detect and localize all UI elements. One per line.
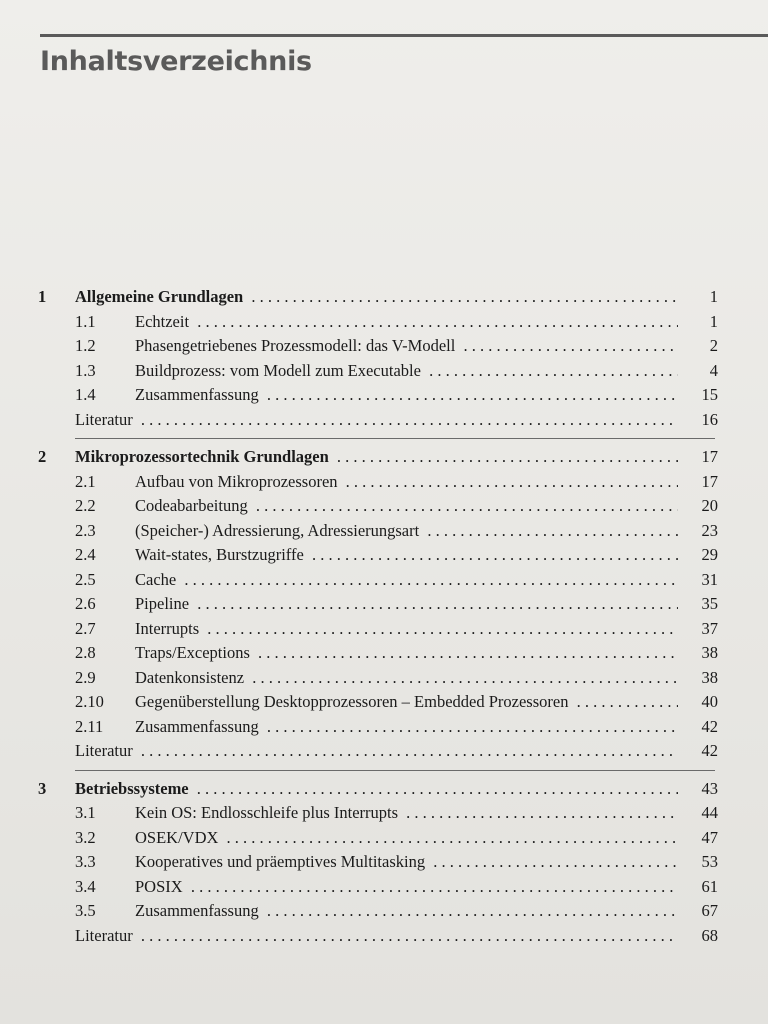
section-row (38, 690, 718, 715)
chapter-row (38, 445, 718, 470)
section-row-title (135, 568, 678, 593)
section-row-page-number: 44 (701, 803, 718, 822)
section-row-title (135, 641, 678, 666)
section-row (38, 617, 718, 642)
section-row-page-number: 17 (701, 471, 718, 491)
section-row-number: 2.8 (75, 643, 96, 662)
section-row-title (135, 494, 678, 519)
section-row-number: 3.3 (75, 852, 96, 871)
section-row-number: 3.1 (75, 803, 96, 822)
chapter-row-title (75, 285, 678, 310)
section-row (38, 715, 718, 740)
section-row-page-number: 53 (701, 852, 718, 871)
section-row (38, 334, 718, 359)
section-row-page-number: 4 (709, 360, 718, 380)
literatur-row-title (75, 739, 678, 764)
section-row-number: 3.5 (75, 901, 96, 920)
section-row-number: 2.6 (75, 594, 96, 613)
section-row-title (135, 543, 678, 568)
section-row-title-text: Codeabarbeitung (135, 496, 248, 515)
section-row (38, 568, 718, 593)
section-row-page-number: 23 (701, 520, 718, 540)
section-row-title (135, 334, 678, 359)
section-row-title-text: Kein OS: Endlosschleife plus Interrupts (135, 803, 399, 822)
chapter-row-page-number: 17 (701, 447, 718, 466)
section-row-number: 2.1 (75, 471, 96, 491)
section-row-title-text: (Speicher-) Adressierung, Adressierungsart (135, 520, 420, 540)
section-row-number: 3.2 (75, 827, 96, 847)
literatur-row-title (75, 924, 678, 949)
section-row-page-number: 29 (701, 545, 718, 564)
section-row-title-text: Kooperatives und präemptives Multitasking (135, 852, 426, 871)
section-row-title-text: Pipeline (135, 594, 190, 613)
page-title: Inhaltsverzeichnis (40, 46, 312, 77)
section-row (38, 801, 718, 826)
literatur-row (38, 739, 718, 764)
section-row-title (135, 826, 678, 851)
section-row-title-text: OSEK/VDX (135, 827, 219, 847)
section-row-title (135, 850, 678, 875)
section-row-title (135, 310, 678, 335)
section-row-title-text: Traps/Exceptions (135, 643, 250, 662)
chapter-row-title-text: Allgemeine Grundlagen (75, 287, 244, 306)
section-row-title (135, 519, 678, 544)
section-row (38, 592, 718, 617)
section-row-title (135, 383, 678, 408)
section-row (38, 470, 718, 495)
section-row (38, 359, 718, 384)
section-row-number: 2.11 (75, 716, 104, 736)
section-row (38, 875, 718, 900)
section-row-title-text: Phasengetriebenes Prozessmodell: das V-Modell (135, 336, 456, 355)
section-row-page-number: 2 (709, 336, 718, 355)
section-row-title-text: Aufbau von Mikroprozessoren (135, 471, 338, 491)
section-row-title-text: Gegenüberstellung Desktopprozessoren – Embedded Prozessoren (135, 692, 569, 711)
section-row-title-text: Interrupts (135, 618, 200, 638)
chapter-row (38, 285, 718, 310)
section-row-title (135, 592, 678, 617)
section-row-page-number: 37 (701, 618, 718, 638)
section-row-number: 2.2 (75, 496, 96, 515)
chapter-row-number: 2 (38, 447, 47, 466)
section-row (38, 850, 718, 875)
chapter-divider (75, 438, 715, 439)
section-row-title (135, 470, 678, 495)
section-row-page-number: 47 (701, 827, 718, 847)
section-row-page-number: 42 (701, 716, 718, 736)
section-row (38, 543, 718, 568)
literatur-row-page-number: 16 (701, 409, 718, 429)
chapter-row (38, 777, 718, 802)
section-row-title (135, 801, 678, 826)
section-row-title-text: Wait-states, Burstzugriffe (135, 545, 304, 564)
section-row-title (135, 899, 678, 924)
section-row-title-text: Zusammenfassung (135, 385, 259, 404)
section-row-title (135, 617, 678, 642)
chapter-row-page-number: 1 (709, 287, 718, 306)
literatur-row (38, 924, 718, 949)
section-row-title (135, 875, 678, 900)
chapter-row-number: 3 (38, 778, 47, 798)
section-row-page-number: 40 (701, 692, 718, 711)
section-row-page-number: 61 (701, 876, 718, 896)
section-row-title (135, 359, 678, 384)
section-row-page-number: 67 (701, 901, 718, 920)
chapter-row-title-text: Betriebssysteme (75, 778, 189, 798)
literatur-row-page-number: 42 (701, 741, 718, 760)
section-row-page-number: 31 (701, 569, 718, 589)
chapter-row-title-text: Mikroprozessortechnik Grundlagen (75, 447, 329, 466)
section-row (38, 899, 718, 924)
section-row-number: 2.3 (75, 520, 96, 540)
section-row-title-text: Echtzeit (135, 311, 190, 331)
section-row-page-number: 20 (701, 496, 718, 515)
section-row-number: 2.4 (75, 545, 96, 564)
section-row (38, 666, 718, 691)
section-row-number: 2.10 (75, 692, 104, 711)
section-row-title-text: Buildprozess: vom Modell zum Executable (135, 360, 421, 380)
table-of-contents (38, 285, 718, 948)
section-row-number: 1.4 (75, 385, 96, 404)
section-row-title (135, 715, 678, 740)
section-row-number: 2.9 (75, 667, 96, 687)
chapter-row-title (75, 777, 678, 802)
section-row-page-number: 38 (701, 667, 718, 687)
section-row-title-text: POSIX (135, 876, 183, 896)
chapter-row-number: 1 (38, 287, 47, 306)
section-row (38, 383, 718, 408)
section-row-number: 2.7 (75, 618, 96, 638)
section-row-number: 1.3 (75, 360, 96, 380)
chapter-row-title (75, 445, 678, 470)
section-row-number: 2.5 (75, 569, 96, 589)
section-row-title-text: Datenkonsistenz (135, 667, 245, 687)
top-rule (40, 34, 768, 37)
chapter-row-page-number: 43 (701, 778, 718, 798)
section-row-title-text: Zusammenfassung (135, 901, 259, 920)
literatur-row-title-text: Literatur (75, 741, 133, 760)
chapter-divider (75, 770, 715, 771)
section-row (38, 519, 718, 544)
section-row-page-number: 35 (701, 594, 718, 613)
section-row (38, 641, 718, 666)
literatur-row-title-text: Literatur (75, 409, 133, 429)
section-row-title (135, 666, 678, 691)
section-row-title (135, 690, 678, 715)
section-row (38, 494, 718, 519)
literatur-row (38, 408, 718, 433)
literatur-row-title (75, 408, 678, 433)
section-row-title-text: Cache (135, 569, 177, 589)
section-row-title-text: Zusammenfassung (135, 716, 259, 736)
section-row (38, 826, 718, 851)
literatur-row-title-text: Literatur (75, 925, 133, 945)
section-row-page-number: 38 (701, 643, 718, 662)
section-row-number: 1.1 (75, 311, 96, 331)
section-row-number: 1.2 (75, 336, 96, 355)
section-row-page-number: 1 (709, 311, 718, 331)
literatur-row-page-number: 68 (701, 925, 718, 945)
section-row (38, 310, 718, 335)
section-row-page-number: 15 (701, 385, 718, 404)
section-row-number: 3.4 (75, 876, 96, 896)
